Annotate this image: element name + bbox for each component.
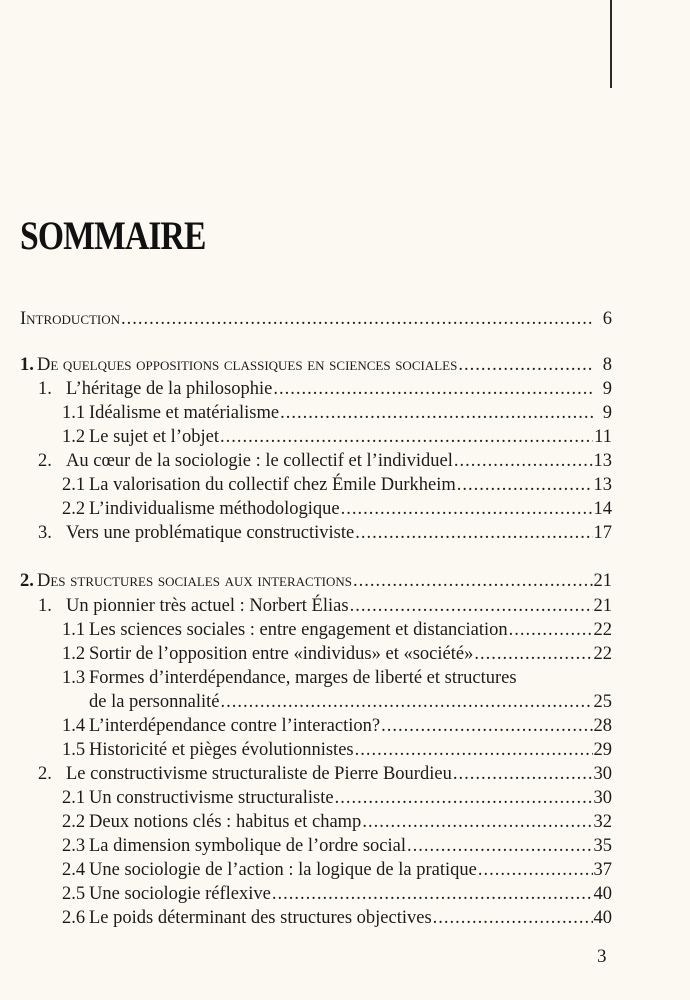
toc-section[interactable] (62, 496, 612, 522)
toc-entry-page: 21 (593, 571, 612, 591)
dot-leader (280, 400, 593, 426)
toc-entry-page: 30 (593, 788, 612, 808)
toc-section[interactable] (62, 905, 612, 931)
dot-leader (350, 593, 593, 619)
toc-section[interactable] (62, 809, 612, 835)
toc-chapter[interactable] (38, 520, 612, 546)
toc-section-number: 1.2 (62, 644, 86, 664)
toc-entry-page: 40 (593, 908, 612, 928)
dot-leader (353, 568, 593, 594)
dot-leader (355, 737, 593, 763)
toc-section-number: 1.3 (62, 668, 86, 688)
dot-leader (273, 376, 593, 402)
toc-entry-page: 35 (593, 836, 612, 856)
toc-entry-page: 32 (593, 812, 612, 832)
toc-chapter-number: 1. (38, 596, 52, 616)
toc-chapter-number: 1. (38, 379, 52, 399)
toc-section[interactable] (62, 785, 612, 811)
toc-entry-page: 11 (594, 427, 612, 447)
toc-chapter-number: 3. (38, 523, 52, 543)
toc-section[interactable] (62, 881, 612, 907)
toc-section[interactable] (62, 641, 612, 667)
toc-section[interactable] (62, 857, 612, 883)
toc-section-number: 2.5 (62, 884, 86, 904)
toc-section-number: 2.4 (62, 860, 86, 880)
toc-section-label: Sortir de l’opposition entre «individus» et «société» (89, 644, 474, 664)
toc-section-label: Historicité et pièges évolutionnistes (89, 740, 354, 760)
toc-section-number: 2.2 (62, 812, 86, 832)
toc-part-label: De quelques oppositions classiques en sciences sociales (37, 355, 458, 375)
toc-section-number: 1.1 (62, 403, 86, 423)
toc-part-2[interactable] (20, 568, 612, 594)
toc-part-label: Des structures sociales aux interactions (37, 571, 352, 591)
toc-chapter-label: L’héritage de la philosophie (66, 379, 273, 399)
toc-entry-page: 9 (602, 379, 612, 399)
toc-entry-page: 30 (593, 764, 612, 784)
toc-section[interactable] (62, 833, 612, 859)
toc-entry-page: 9 (602, 403, 612, 423)
dot-leader (355, 520, 592, 546)
toc-section[interactable] (62, 617, 612, 643)
toc-chapter[interactable] (38, 761, 612, 787)
toc-part-number: 1. (20, 355, 34, 375)
toc-entry-page: 14 (593, 499, 612, 519)
toc-entry-page: 29 (593, 740, 612, 760)
toc-section-number: 2.3 (62, 836, 86, 856)
toc-section-number: 2.1 (62, 475, 86, 495)
toc-section-number: 2.1 (62, 788, 86, 808)
dot-leader (341, 496, 593, 522)
toc-section-label: Un constructivisme structuraliste (89, 788, 334, 808)
toc-section-label: Formes d’interdépendance, marges de liberté et structures (89, 668, 517, 688)
dot-leader (457, 472, 593, 498)
toc-entry-introduction[interactable] (20, 306, 612, 332)
toc-section-label: Une sociologie de l’action : la logique de la pratique (89, 860, 477, 880)
toc-section-number: 1.2 (62, 427, 86, 447)
toc-entry-page: 28 (593, 716, 612, 736)
toc-section-number: 1.4 (62, 716, 86, 736)
toc-chapter-number: 2. (38, 764, 52, 784)
toc-entry-page: 6 (602, 309, 612, 329)
toc-entry-page: 22 (593, 620, 612, 640)
toc-section-label: Deux notions clés : habitus et champ (89, 812, 362, 832)
toc-section-number: 1.5 (62, 740, 86, 760)
toc-part-1[interactable] (20, 352, 612, 378)
dot-leader (220, 689, 592, 715)
toc-chapter-label: Au cœur de la sociologie : le collectif et l’individuel (66, 451, 453, 471)
toc-section[interactable] (62, 472, 612, 498)
dot-leader (407, 833, 593, 859)
toc-entry-page: 40 (593, 884, 612, 904)
page-title: SOMMAIRE (20, 213, 206, 258)
page-number: 3 (597, 946, 607, 967)
toc-chapter[interactable] (38, 448, 612, 474)
dot-leader (453, 761, 593, 787)
toc-entry-page: 8 (602, 355, 612, 375)
dot-leader (220, 424, 593, 450)
dot-leader (509, 617, 593, 643)
dot-leader (121, 306, 593, 332)
toc-section-label: Idéalisme et matérialisme (89, 403, 280, 423)
toc-entry-page: 17 (593, 523, 612, 543)
dot-leader (454, 448, 593, 474)
dot-leader (474, 641, 592, 667)
toc-entry-page: 22 (593, 644, 612, 664)
toc-section-continuation[interactable] (89, 689, 612, 715)
toc-entry-page: 37 (593, 860, 612, 880)
dot-leader (335, 785, 593, 811)
toc-section-number: 1.1 (62, 620, 86, 640)
toc-section-label: de la personnalité (89, 692, 220, 712)
dot-leader (381, 713, 592, 739)
dot-leader (272, 881, 593, 907)
toc-chapter-number: 2. (38, 451, 52, 471)
dot-leader (458, 352, 593, 378)
toc-entry-label: Introduction (20, 309, 121, 329)
toc-section-label: L’interdépendance contre l’interaction? (89, 716, 381, 736)
toc-section-label: Les sciences sociales : entre engagement et distanciation (89, 620, 508, 640)
toc-section-number: 2.6 (62, 908, 86, 928)
toc-chapter[interactable] (38, 376, 612, 402)
toc-chapter-label: Un pionnier très actuel : Norbert Élias (66, 596, 349, 616)
toc-chapter-label: Le constructivisme structuraliste de Pierre Bourdieu (66, 764, 452, 784)
toc-section[interactable] (62, 400, 612, 426)
toc-section[interactable] (62, 737, 612, 763)
toc-section-label: Une sociologie réflexive (89, 884, 271, 904)
toc-section[interactable] (62, 665, 612, 691)
toc-section-number: 2.2 (62, 499, 86, 519)
dot-leader (362, 809, 592, 835)
toc-chapter-label: Vers une problématique constructiviste (66, 523, 355, 543)
toc-section-label: La valorisation du collectif chez Émile Durkheim (89, 475, 456, 495)
toc-section-label: Le sujet et l’objet (89, 427, 219, 447)
toc-section-label: L’individualisme méthodologique (89, 499, 340, 519)
toc-entry-page: 21 (593, 596, 612, 616)
toc-chapter[interactable] (38, 593, 612, 619)
dot-leader (433, 905, 593, 931)
toc-entry-page: 13 (593, 451, 612, 471)
toc-part-number: 2. (20, 571, 34, 591)
toc-section-label: La dimension symbolique de l’ordre social (89, 836, 406, 856)
toc-entry-page: 25 (593, 692, 612, 712)
toc-section[interactable] (62, 713, 612, 739)
toc-section[interactable] (62, 424, 612, 450)
toc-section-label: Le poids déterminant des structures objectives (89, 908, 432, 928)
toc-entry-page: 13 (593, 475, 612, 495)
dot-leader (478, 857, 593, 883)
